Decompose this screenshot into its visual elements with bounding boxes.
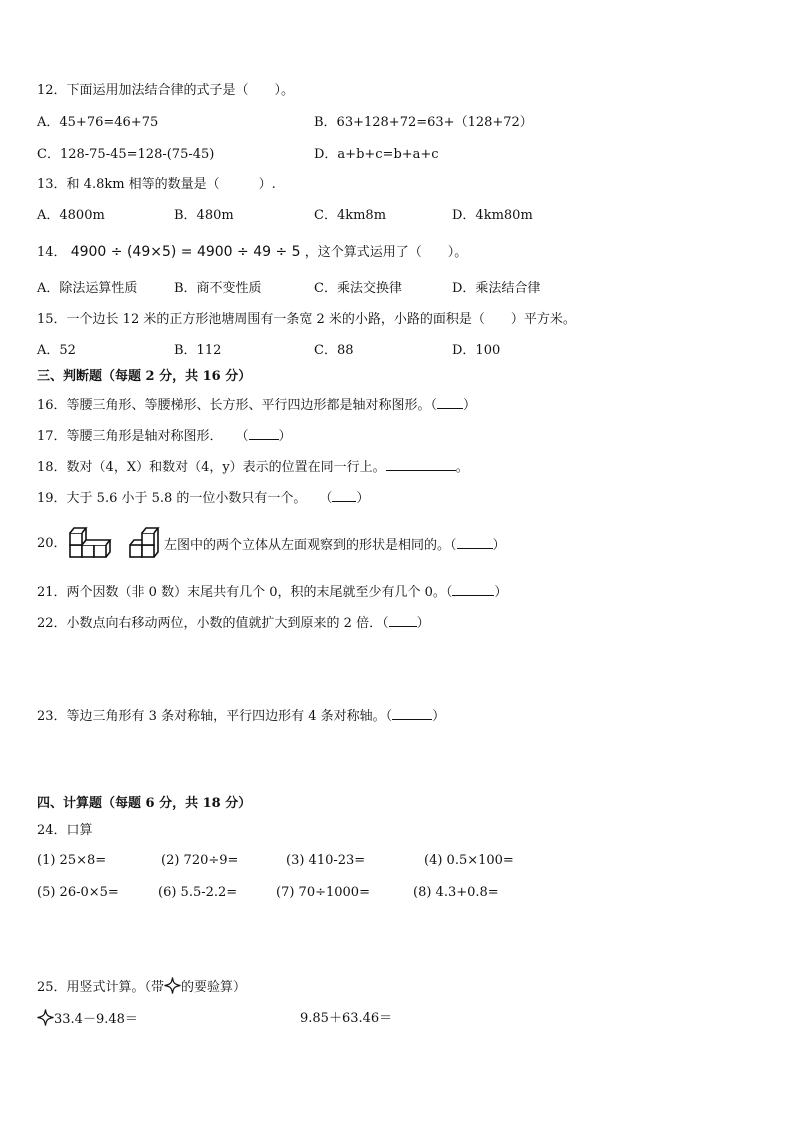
q20-answer-blank[interactable] — [457, 535, 493, 549]
q17-answer-blank[interactable] — [249, 426, 279, 440]
q16-close-paren: ） — [463, 398, 477, 413]
q24-stem: 24．口算 — [37, 823, 93, 838]
q24-item-5: (5) 26-0×5= — [37, 885, 119, 900]
q18-period: 。 — [455, 460, 469, 475]
q13-option-a[interactable]: A．4800m — [37, 208, 105, 223]
q20-close-paren: ） — [492, 538, 506, 553]
q24-item-6: (6) 5.5-2.2= — [158, 885, 238, 900]
q20-number: 20． — [37, 536, 67, 551]
q17-text: 17．等腰三角形是轴对称图形． （ — [37, 429, 249, 444]
q15-option-a[interactable]: A．52 — [37, 343, 76, 358]
q18-text: 18．数对（4，X）和数对（4，y）表示的位置在同一行上。 — [37, 460, 386, 475]
q12-option-d[interactable]: D．a+b+c=b+a+c — [314, 147, 439, 162]
q13-option-b[interactable]: B．480m — [174, 208, 234, 223]
q23-close-paren: ） — [432, 709, 446, 724]
q19-statement — [37, 488, 369, 508]
four-point-star-icon — [164, 977, 181, 994]
q25-item-2: 9.85＋63.46＝ — [300, 1011, 393, 1026]
q21-statement — [37, 582, 507, 602]
q14-stem-suffix: ，这个算式运用了（ ）。 — [304, 245, 468, 260]
q12-option-a[interactable]: A．45+76=46+75 — [37, 115, 159, 130]
q19-text: 19．大于 5.6 小于 5.8 的一位小数只有一个。 （ — [37, 491, 333, 506]
section-4-title: 四、计算题（每题 6 分，共 18 分） — [37, 796, 252, 811]
q23-statement — [37, 706, 445, 726]
cube-stack-left — [70, 528, 110, 557]
q21-answer-blank[interactable] — [452, 582, 494, 596]
q19-close-paren: ） — [356, 491, 370, 506]
q25-item-1-text: 33.4－9.48＝ — [54, 1012, 138, 1027]
q12-stem: 12．下面运用加法结合律的式子是（ ）。 — [37, 83, 295, 98]
q14-option-c[interactable]: C．乘法交换律 — [314, 281, 402, 296]
q13-stem: 13．和 4.8km 相等的数量是（ ）. — [37, 177, 276, 192]
cube-stack-right — [130, 528, 158, 557]
q24-item-1: (1) 25×8= — [37, 853, 107, 868]
q22-statement — [37, 613, 430, 633]
q25-stem-start: 25．用竖式计算。（带 — [37, 980, 165, 995]
q24-item-3: (3) 410-23= — [286, 853, 366, 868]
q22-text: 22．小数点向右移动两位，小数的值就扩大到原来的 2 倍．（ — [37, 616, 389, 631]
q25-stem-end: 的要验算） — [181, 980, 247, 995]
q15-stem: 15．一个边长 12 米的正方形池塘周围有一条宽 2 米的小路，小路的面积是（ ）平方米。 — [37, 312, 576, 327]
q16-statement — [37, 395, 476, 415]
q14-option-b[interactable]: B．商不变性质 — [174, 281, 262, 296]
q14-formula: 4900 ÷ (49×5) = 4900 ÷ 49 ÷ 5 — [70, 244, 301, 260]
q24-item-8: (8) 4.3+0.8= — [413, 885, 499, 900]
q21-close-paren: ） — [494, 585, 508, 600]
q25-item-1 — [37, 1009, 138, 1029]
q13-option-c[interactable]: C．4km8m — [314, 208, 387, 223]
q18-answer-blank[interactable] — [386, 457, 456, 471]
q14-number: 14． — [37, 245, 67, 260]
four-point-star-icon — [37, 1009, 54, 1026]
q14-stem — [37, 243, 467, 262]
q22-answer-blank[interactable] — [389, 613, 417, 627]
q15-option-d[interactable]: D．100 — [452, 343, 501, 358]
q19-answer-blank[interactable] — [332, 488, 356, 502]
q16-answer-blank[interactable] — [437, 395, 463, 409]
q22-close-paren: ） — [416, 616, 430, 631]
q20-text: 左图中的两个立体从左面观察到的形状是相同的。（ — [164, 538, 457, 553]
q20-statement — [164, 535, 506, 555]
q17-close-paren: ） — [278, 429, 292, 444]
q12-option-b[interactable]: B．63+128+72=63+（128+72） — [314, 115, 533, 130]
q23-text: 23．等边三角形有 3 条对称轴，平行四边形有 4 条对称轴。（ — [37, 709, 393, 724]
q16-text: 16．等腰三角形、等腰梯形、长方形、平行四边形都是轴对称图形。（ — [37, 398, 438, 413]
q14-option-d[interactable]: D．乘法结合律 — [452, 281, 541, 296]
q25-stem — [37, 977, 246, 997]
q12-option-c[interactable]: C．128-75-45=128-(75-45) — [37, 147, 215, 162]
q14-option-a[interactable]: A．除法运算性质 — [37, 281, 138, 296]
q24-item-4: (4) 0.5×100= — [424, 853, 514, 868]
q23-answer-blank[interactable] — [392, 706, 432, 720]
q17-statement — [37, 426, 292, 446]
q15-option-c[interactable]: C．88 — [314, 343, 354, 358]
q24-item-2: (2) 720÷9= — [161, 853, 239, 868]
q18-statement — [37, 457, 469, 477]
q21-text: 21．两个因数（非 0 数）末尾共有几个 0，积的末尾就至少有几个 0。（ — [37, 585, 453, 600]
cube-stacks-figure — [68, 525, 164, 561]
q24-item-7: (7) 70÷1000= — [276, 885, 370, 900]
section-3-title: 三、判断题（每题 2 分，共 16 分） — [37, 369, 252, 384]
q13-option-d[interactable]: D．4km80m — [452, 208, 533, 223]
q15-option-b[interactable]: B．112 — [174, 343, 222, 358]
